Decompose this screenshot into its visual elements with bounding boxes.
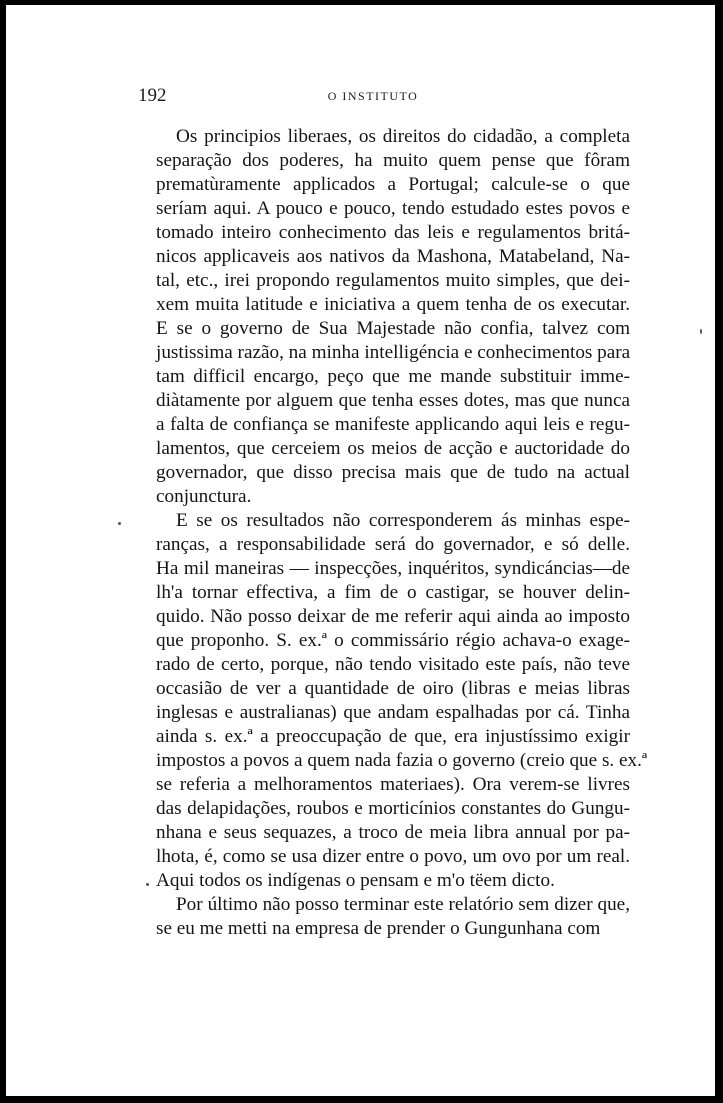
text-line: rado de certo, porque, não tendo visitado este país, não teve	[156, 654, 630, 675]
text-line: E se o governo de Sua Majestade não confia, talvez com	[156, 318, 630, 339]
page-header	[138, 85, 608, 109]
text-line: ranças, a responsabilidade será do governador, e só delle.	[156, 534, 630, 555]
text-line: Ha mil maneiras — inspecções, inquéritos, syndicáncias—de	[156, 558, 630, 579]
text-line: que proponho. S. ex.ª o commissário régio achava-o exage-	[156, 630, 630, 651]
text-line: ainda s. ex.ª a preoccupação de que, era injustíssimo exigir	[156, 726, 630, 747]
text-line: occasião de ver a quantidade de oiro (libras e meias libras	[156, 678, 630, 699]
text-line: lamentos, que cerceiem os meios de acção e auctoridade do	[156, 438, 630, 459]
text-line: prematùramente applicados a Portugal; calcule-se o que	[156, 174, 630, 195]
text-line: governador, que disso precisa mais que de tudo na actual	[156, 462, 630, 483]
text-line: xem muita latitude e iniciativa a quem tenha de os executar.	[156, 294, 630, 315]
paragraph	[156, 893, 630, 941]
text-line: conjunctura.	[156, 486, 252, 507]
text-line: se eu me metti na empresa de prender o Gungunhana com	[156, 918, 601, 939]
text-line: lhota, é, como se usa dizer entre o povo, um ovo por um real.	[156, 846, 630, 867]
paragraph	[156, 125, 630, 509]
text-line: tomado inteiro conhecimento das leis e regulamentos britá-	[156, 222, 630, 243]
running-title: O INSTITUTO	[327, 89, 419, 103]
text-line: seríam aqui. A pouco e pouco, tendo estudado estes povos e	[156, 198, 630, 219]
text-line: tal, etc., irei propondo regulamentos muito simples, que dei-	[156, 270, 630, 291]
paper-speck	[700, 329, 702, 334]
text-line: nhana e seus sequazes, a troco de meia libra annual por pa-	[156, 822, 630, 843]
text-line: diàtamente por alguem que tenha esses dotes, mas que nunca	[156, 390, 630, 411]
paper-speck	[146, 883, 149, 886]
text-line: impostos a povos a quem nada fazia o governo (creio que s. ex.ª	[156, 750, 648, 771]
text-line: inglesas e australianas) que andam espalhadas por cá. Tinha	[156, 702, 630, 723]
text-line: Por último não posso terminar este relatório sem dizer que,	[176, 894, 630, 915]
text-line: quido. Não posso deixar de me referir aqui ainda ao imposto	[156, 606, 630, 627]
paper-speck	[118, 522, 121, 525]
text-line: lh'a tornar effectiva, a fim de o castigar, se houver delin-	[156, 582, 630, 603]
text-line: justissima razão, na minha intelligéncia e conhecimentos para	[156, 342, 631, 363]
text-line: se referia a melhoramentos materiaes). Ora verem-se livres	[156, 774, 630, 795]
text-line: a falta de confiança se manifeste applicando aqui leis e regu-	[156, 414, 630, 435]
text-line: Os principios liberaes, os direitos do cidadão, a completa	[176, 126, 630, 147]
document-page	[6, 5, 715, 1096]
body-text	[156, 125, 648, 941]
text-line: das delapidações, roubos e morticínios constantes do Gungu-	[156, 798, 630, 819]
text-line: Aqui todos os indígenas o pensam e m'o tëem dicto.	[156, 870, 555, 891]
text-line: separação dos poderes, ha muito quem pense que fôram	[156, 150, 630, 171]
text-line: nicos applicaveis aos nativos da Mashona, Matabeland, Na-	[156, 246, 630, 267]
text-line: E se os resultados não corresponderem ás minhas espe-	[176, 510, 630, 531]
page-number: 192	[138, 85, 167, 106]
paragraph	[156, 509, 648, 893]
text-line: tam difficil encargo, peço que me mande substituir imme-	[156, 366, 630, 387]
